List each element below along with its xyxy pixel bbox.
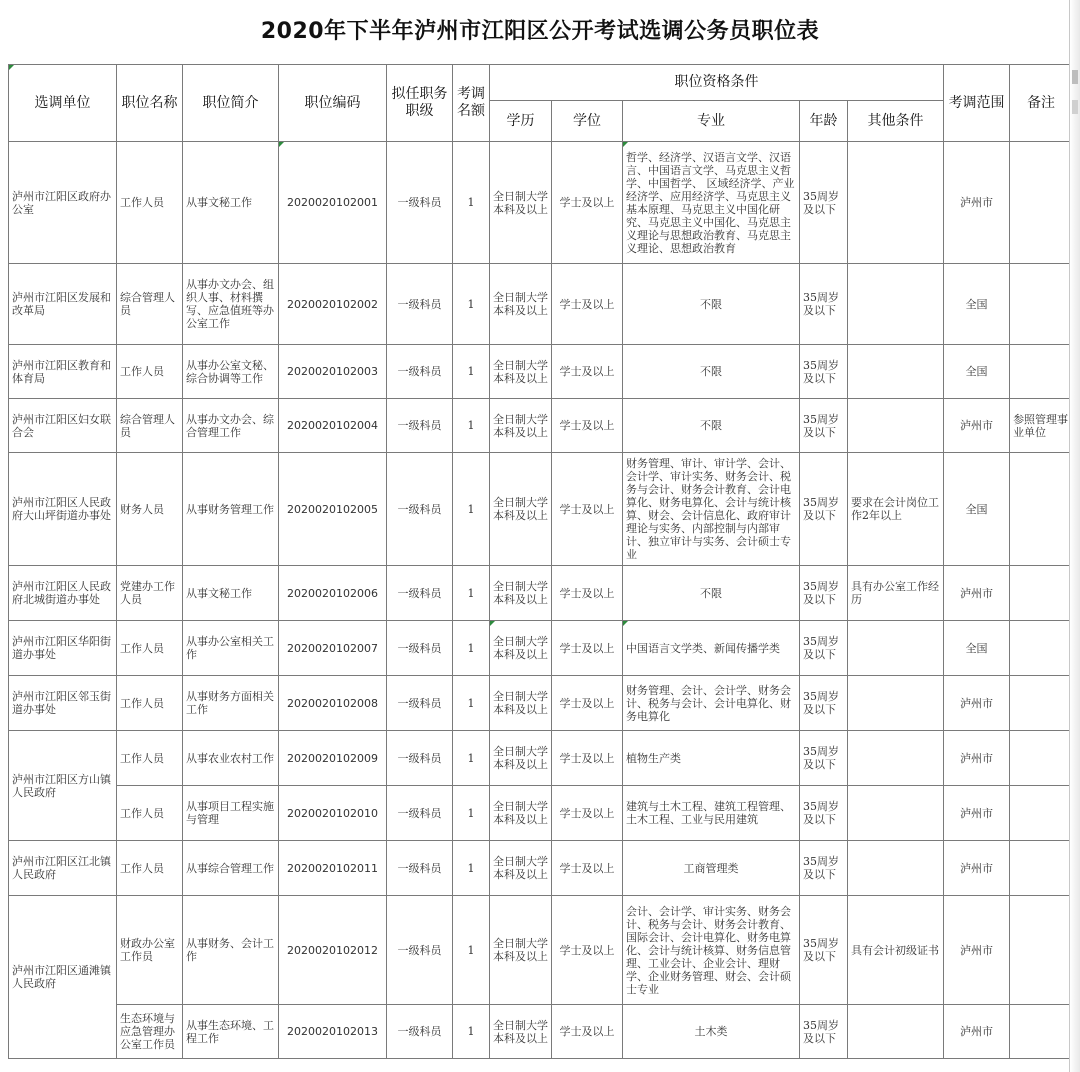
cell-scope[interactable]: 泸州市: [944, 566, 1010, 621]
header-code: 职位编码: [279, 65, 387, 142]
cell-unit[interactable]: 泸州市江阳区发展和改革局: [9, 264, 117, 345]
cell-education[interactable]: 全日制大学本科及以上: [490, 676, 552, 731]
cell-remark[interactable]: [1010, 841, 1073, 896]
cell-education[interactable]: 全日制大学本科及以上: [490, 896, 552, 1005]
header-scope: 考调范围: [944, 65, 1010, 142]
cell-code[interactable]: 2020020102013: [279, 1005, 387, 1059]
cell-degree[interactable]: 学士及以上: [552, 676, 623, 731]
cell-unit[interactable]: 泸州市江阳区邻玉街道办事处: [9, 676, 117, 731]
table-row: [9, 676, 1073, 731]
table-row: [9, 621, 1073, 676]
cell-age[interactable]: 35周岁及以下: [800, 621, 848, 676]
cell-position[interactable]: 党建办工作人员: [117, 566, 183, 621]
cell-other[interactable]: [848, 841, 944, 896]
cell-level[interactable]: 一级科员: [387, 731, 453, 786]
cell-degree[interactable]: 学士及以上: [552, 345, 623, 399]
cell-code[interactable]: 2020020102005: [279, 453, 387, 566]
cell-other[interactable]: [848, 264, 944, 345]
cell-code[interactable]: 2020020102003: [279, 345, 387, 399]
table-row: [9, 399, 1073, 453]
cell-position[interactable]: 综合管理人员: [117, 264, 183, 345]
cell-quota[interactable]: 1: [453, 676, 490, 731]
cell-level[interactable]: 一级科员: [387, 264, 453, 345]
cell-level[interactable]: 一级科员: [387, 841, 453, 896]
cell-level[interactable]: 一级科员: [387, 621, 453, 676]
cell-level[interactable]: 一级科员: [387, 399, 453, 453]
cell-level[interactable]: 一级科员: [387, 566, 453, 621]
cell-age[interactable]: 35周岁及以下: [800, 453, 848, 566]
cell-education[interactable]: 全日制大学本科及以上: [490, 345, 552, 399]
header-quota: 考调名额: [453, 65, 490, 142]
header-position-name: 职位名称: [117, 65, 183, 142]
cell-position[interactable]: 工作人员: [117, 786, 183, 841]
cell-degree[interactable]: 学士及以上: [552, 142, 623, 264]
cell-remark[interactable]: [1010, 731, 1073, 786]
cell-scope[interactable]: 全国: [944, 453, 1010, 566]
cell-code[interactable]: 2020020102002: [279, 264, 387, 345]
cell-degree[interactable]: 学士及以上: [552, 731, 623, 786]
cell-code[interactable]: 2020020102006: [279, 566, 387, 621]
cell-position[interactable]: 综合管理人员: [117, 399, 183, 453]
page-title: 2020年下半年泸州市江阳区公开考试选调公务员职位表: [8, 0, 1072, 65]
cell-remark[interactable]: [1010, 786, 1073, 841]
cell-code[interactable]: 2020020102010: [279, 786, 387, 841]
cell-quota[interactable]: 1: [453, 786, 490, 841]
cell-major[interactable]: 中国语言文学类、新闻传播学类: [623, 621, 800, 676]
cell-quota[interactable]: 1: [453, 621, 490, 676]
cell-description[interactable]: 从事文秘工作: [183, 142, 279, 264]
cell-major[interactable]: 不限: [623, 399, 800, 453]
cell-scope[interactable]: 全国: [944, 345, 1010, 399]
table-row: [9, 896, 1073, 1005]
cell-degree[interactable]: 学士及以上: [552, 896, 623, 1005]
cell-age[interactable]: 35周岁及以下: [800, 896, 848, 1005]
cell-age[interactable]: 35周岁及以下: [800, 264, 848, 345]
cell-code[interactable]: 2020020102011: [279, 841, 387, 896]
cell-quota[interactable]: 1: [453, 142, 490, 264]
cell-degree[interactable]: 学士及以上: [552, 1005, 623, 1059]
cell-age[interactable]: 35周岁及以下: [800, 566, 848, 621]
cell-other[interactable]: [848, 1005, 944, 1059]
cell-quota[interactable]: 1: [453, 1005, 490, 1059]
cell-position[interactable]: 工作人员: [117, 621, 183, 676]
cell-other[interactable]: 要求在会计岗位工作2年以上: [848, 453, 944, 566]
table-row: [9, 566, 1073, 621]
cell-description[interactable]: 从事财务、会计工作: [183, 896, 279, 1005]
cell-code[interactable]: 2020020102007: [279, 621, 387, 676]
cell-remark[interactable]: 参照管理事业单位: [1010, 399, 1073, 453]
header-education: 学历: [490, 101, 552, 142]
cell-other[interactable]: [848, 345, 944, 399]
cell-remark[interactable]: [1010, 1005, 1073, 1059]
cell-major[interactable]: 土木类: [623, 1005, 800, 1059]
cell-remark[interactable]: [1010, 264, 1073, 345]
cell-degree[interactable]: 学士及以上: [552, 453, 623, 566]
cell-remark[interactable]: [1010, 621, 1073, 676]
header-major: 专业: [623, 101, 800, 142]
cell-description[interactable]: 从事生态环境、工程工作: [183, 1005, 279, 1059]
cell-description[interactable]: 从事财务管理工作: [183, 453, 279, 566]
cell-education[interactable]: 全日制大学本科及以上: [490, 786, 552, 841]
cell-major[interactable]: 财务管理、审计、审计学、会计、会计学、审计实务、财务会计、税务与会计、财务会计教育、会计电算化、财务电算化、会计与统计核算、财会、会计信息化、政府审计理论与实务、内部控制与内部审计、独立审计与实务、会计硕士专业: [623, 453, 800, 566]
cell-scope[interactable]: 全国: [944, 264, 1010, 345]
header-qualifications: 职位资格条件: [490, 65, 944, 101]
cell-level[interactable]: 一级科员: [387, 453, 453, 566]
cell-code[interactable]: 2020020102001: [279, 142, 387, 264]
cell-scope[interactable]: 全国: [944, 621, 1010, 676]
cell-education[interactable]: 全日制大学本科及以上: [490, 731, 552, 786]
cell-quota[interactable]: 1: [453, 731, 490, 786]
cell-description[interactable]: 从事农业农村工作: [183, 731, 279, 786]
cell-position[interactable]: 财政办公室工作员: [117, 896, 183, 1005]
cell-description[interactable]: 从事办公室相关工作: [183, 621, 279, 676]
cell-code[interactable]: 2020020102012: [279, 896, 387, 1005]
cell-other[interactable]: [848, 676, 944, 731]
cell-scope[interactable]: 泸州市: [944, 676, 1010, 731]
cell-age[interactable]: 35周岁及以下: [800, 399, 848, 453]
cell-education[interactable]: 全日制大学本科及以上: [490, 621, 552, 676]
cell-major[interactable]: 财务管理、会计、会计学、财务会计、税务与会计、会计电算化、财务电算化: [623, 676, 800, 731]
cell-degree[interactable]: 学士及以上: [552, 841, 623, 896]
table-row: [9, 453, 1073, 566]
cell-level[interactable]: 一级科员: [387, 1005, 453, 1059]
cell-other[interactable]: [848, 142, 944, 264]
cell-code[interactable]: 2020020102004: [279, 399, 387, 453]
cell-major[interactable]: 建筑与土木工程、建筑工程管理、土木工程、工业与民用建筑: [623, 786, 800, 841]
cell-unit[interactable]: 泸州市江阳区通滩镇人民政府: [9, 896, 117, 1059]
cell-major[interactable]: 植物生产类: [623, 731, 800, 786]
header-remark: 备注: [1010, 65, 1073, 142]
cell-education[interactable]: 全日制大学本科及以上: [490, 142, 552, 264]
cell-description[interactable]: 从事综合管理工作: [183, 841, 279, 896]
cell-quota[interactable]: 1: [453, 896, 490, 1005]
header-unit: 选调单位: [9, 65, 117, 142]
header-degree: 学位: [552, 101, 623, 142]
cell-level[interactable]: 一级科员: [387, 142, 453, 264]
cell-level[interactable]: 一级科员: [387, 896, 453, 1005]
cell-unit[interactable]: 泸州市江阳区人民政府北城街道办事处: [9, 566, 117, 621]
header-level: 拟任职务职级: [387, 65, 453, 142]
table-row: [9, 786, 1073, 841]
cell-description[interactable]: 从事财务方面相关工作: [183, 676, 279, 731]
cell-degree[interactable]: 学士及以上: [552, 621, 623, 676]
table-row: [9, 1005, 1073, 1059]
cell-quota[interactable]: 1: [453, 345, 490, 399]
cell-position[interactable]: 工作人员: [117, 676, 183, 731]
cell-code[interactable]: 2020020102008: [279, 676, 387, 731]
cell-degree[interactable]: 学士及以上: [552, 399, 623, 453]
cell-position[interactable]: 生态环境与应急管理办公室工作员: [117, 1005, 183, 1059]
cell-remark[interactable]: [1010, 896, 1073, 1005]
cell-unit[interactable]: 泸州市江阳区华阳街道办事处: [9, 621, 117, 676]
cell-scope[interactable]: 泸州市: [944, 841, 1010, 896]
cell-major[interactable]: 哲学、经济学、汉语言文学、汉语言、中国语言文学、马克思主义哲学、中国哲学、 区域经济学、产业经济学、应用经济学、马克思主义基本原理、马克思主义中国化研究、马克思主义中国化、马克思主义理论与思想政治教育、马克思主义理论、思想政治教育: [623, 142, 800, 264]
cell-description[interactable]: 从事办文办会、组织人事、材料撰写、应急值班等办公室工作: [183, 264, 279, 345]
cell-quota[interactable]: 1: [453, 566, 490, 621]
cell-age[interactable]: 35周岁及以下: [800, 676, 848, 731]
cell-remark[interactable]: [1010, 142, 1073, 264]
cell-remark[interactable]: [1010, 676, 1073, 731]
cell-position[interactable]: 财务人员: [117, 453, 183, 566]
cell-education[interactable]: 全日制大学本科及以上: [490, 453, 552, 566]
cell-description[interactable]: 从事项目工程实施与管理: [183, 786, 279, 841]
cell-major[interactable]: 不限: [623, 264, 800, 345]
cell-age[interactable]: 35周岁及以下: [800, 731, 848, 786]
cell-quota[interactable]: 1: [453, 399, 490, 453]
table-row: [9, 841, 1073, 896]
cell-unit[interactable]: 泸州市江阳区方山镇人民政府: [9, 731, 117, 841]
cell-code[interactable]: 2020020102009: [279, 731, 387, 786]
cell-scope[interactable]: 泸州市: [944, 1005, 1010, 1059]
cell-scope[interactable]: 泸州市: [944, 896, 1010, 1005]
cell-other[interactable]: [848, 621, 944, 676]
table-row: [9, 345, 1073, 399]
cell-scope[interactable]: 泸州市: [944, 399, 1010, 453]
cell-quota[interactable]: 1: [453, 264, 490, 345]
cell-other[interactable]: [848, 786, 944, 841]
cell-degree[interactable]: 学士及以上: [552, 264, 623, 345]
header-age: 年龄: [800, 101, 848, 142]
cell-age[interactable]: 35周岁及以下: [800, 1005, 848, 1059]
cell-degree[interactable]: 学士及以上: [552, 786, 623, 841]
table-row: [9, 731, 1073, 786]
cell-unit[interactable]: 泸州市江阳区政府办公室: [9, 142, 117, 264]
cell-scope[interactable]: 泸州市: [944, 142, 1010, 264]
cell-remark[interactable]: [1010, 345, 1073, 399]
cell-age[interactable]: 35周岁及以下: [800, 142, 848, 264]
cell-position[interactable]: 工作人员: [117, 142, 183, 264]
position-table: [8, 64, 1073, 1059]
cell-education[interactable]: 全日制大学本科及以上: [490, 399, 552, 453]
cell-description[interactable]: 从事文秘工作: [183, 566, 279, 621]
cell-position[interactable]: 工作人员: [117, 731, 183, 786]
cell-education[interactable]: 全日制大学本科及以上: [490, 264, 552, 345]
cell-other[interactable]: 具有办公室工作经历: [848, 566, 944, 621]
cell-description[interactable]: 从事办公室文秘、综合协调等工作: [183, 345, 279, 399]
cell-major[interactable]: 不限: [623, 345, 800, 399]
cell-education[interactable]: 全日制大学本科及以上: [490, 566, 552, 621]
cell-major[interactable]: 工商管理类: [623, 841, 800, 896]
table-row: [9, 264, 1073, 345]
cell-age[interactable]: 35周岁及以下: [800, 786, 848, 841]
cell-other[interactable]: 具有会计初级证书: [848, 896, 944, 1005]
table-row: [9, 142, 1073, 264]
cell-position[interactable]: 工作人员: [117, 345, 183, 399]
cell-education[interactable]: 全日制大学本科及以上: [490, 841, 552, 896]
cell-scope[interactable]: 泸州市: [944, 786, 1010, 841]
header-description: 职位简介: [183, 65, 279, 142]
cell-other[interactable]: [848, 399, 944, 453]
cell-quota[interactable]: 1: [453, 841, 490, 896]
cell-description[interactable]: 从事办文办会、综合管理工作: [183, 399, 279, 453]
cell-scope[interactable]: 泸州市: [944, 731, 1010, 786]
cell-major[interactable]: 不限: [623, 566, 800, 621]
cell-age[interactable]: 35周岁及以下: [800, 345, 848, 399]
cell-quota[interactable]: 1: [453, 453, 490, 566]
cell-level[interactable]: 一级科员: [387, 676, 453, 731]
cell-unit[interactable]: 泸州市江阳区江北镇人民政府: [9, 841, 117, 896]
cell-remark[interactable]: [1010, 453, 1073, 566]
cell-age[interactable]: 35周岁及以下: [800, 841, 848, 896]
cell-education[interactable]: 全日制大学本科及以上: [490, 1005, 552, 1059]
cell-unit[interactable]: 泸州市江阳区妇女联合会: [9, 399, 117, 453]
window-edge-scrollbar[interactable]: [1069, 0, 1080, 1072]
cell-unit[interactable]: 泸州市江阳区教育和体育局: [9, 345, 117, 399]
cell-unit[interactable]: 泸州市江阳区人民政府大山坪街道办事处: [9, 453, 117, 566]
cell-major[interactable]: 会计、会计学、审计实务、财务会计、税务与会计、财务会计教育、国际会计、会计电算化、财务电算化、会计与统计核算、财务信息管理、工业会计、企业会计、理财学、企业财务管理、财会、会计硕士专业: [623, 896, 800, 1005]
cell-degree[interactable]: 学士及以上: [552, 566, 623, 621]
cell-position[interactable]: 工作人员: [117, 841, 183, 896]
header-other: 其他条件: [848, 101, 944, 142]
cell-remark[interactable]: [1010, 566, 1073, 621]
cell-level[interactable]: 一级科员: [387, 786, 453, 841]
cell-level[interactable]: 一级科员: [387, 345, 453, 399]
cell-other[interactable]: [848, 731, 944, 786]
